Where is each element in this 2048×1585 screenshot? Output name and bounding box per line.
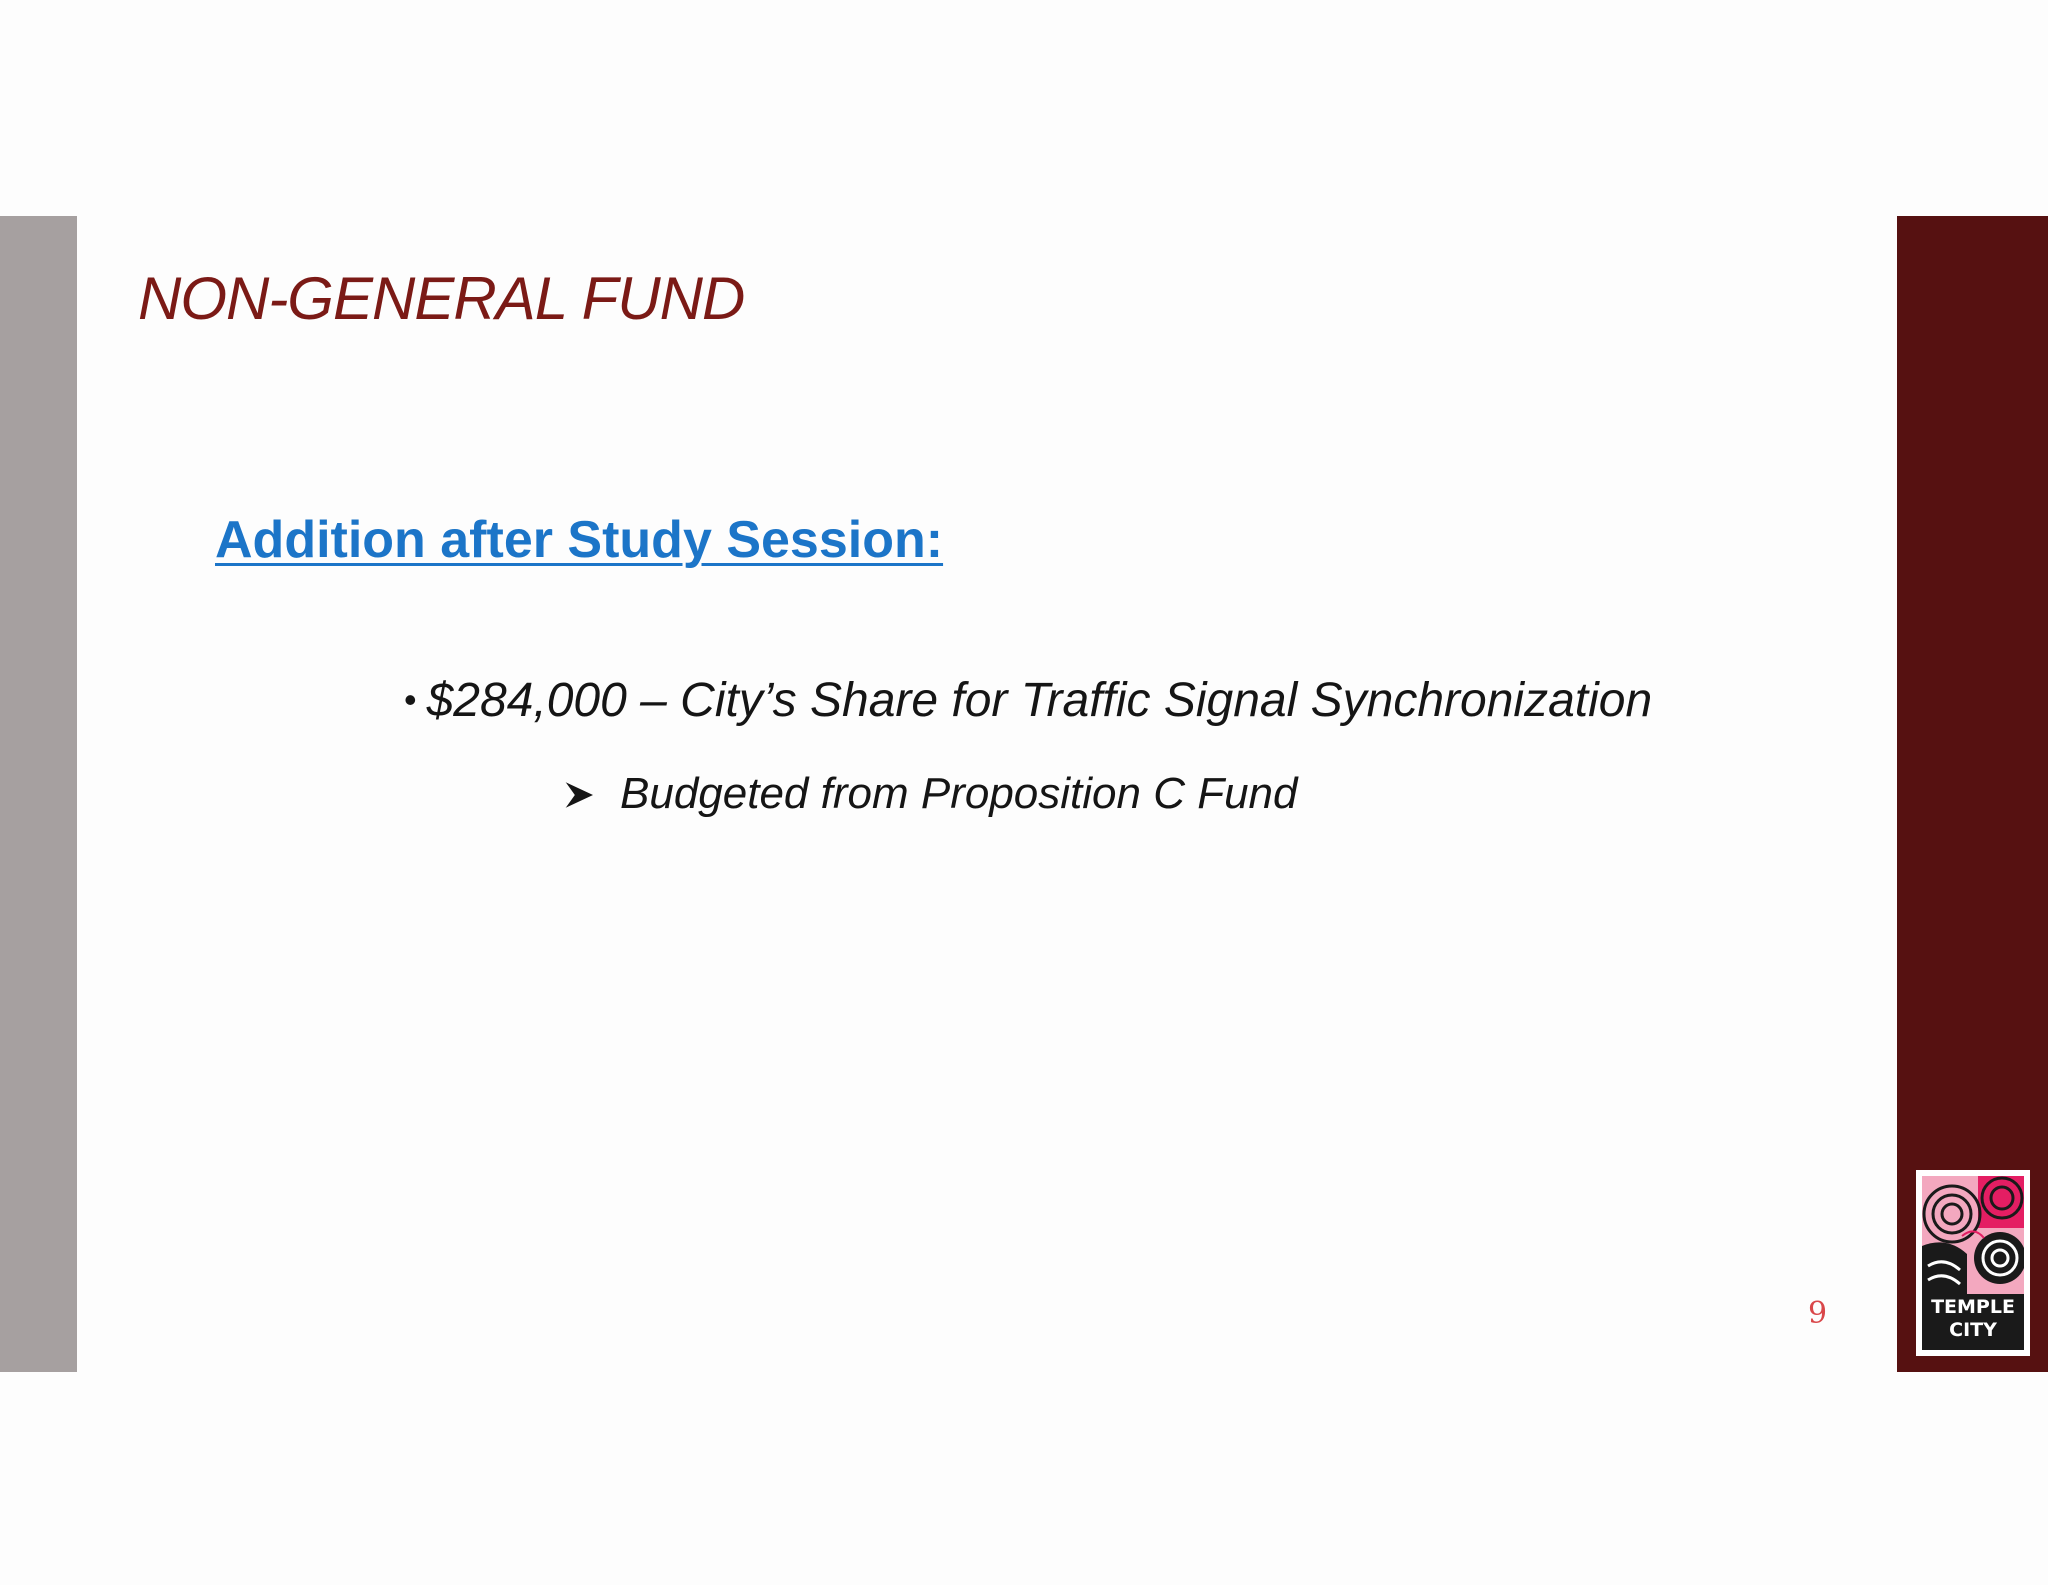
arrowhead-bullet-icon [562, 780, 594, 810]
sub-bullet-text: Budgeted from Proposition C Fund [620, 769, 1298, 818]
logo-badge [1922, 1176, 2024, 1350]
sub-bullet-item [562, 769, 1298, 819]
camellia-flowers-icon [1922, 1176, 2024, 1294]
slide-title: NON-GENERAL FUND [138, 265, 745, 332]
section-heading: Addition after Study Session: [215, 511, 944, 569]
logo-wordmark [1922, 1296, 2024, 1342]
left-accent-bar [0, 216, 77, 1372]
bullet-dot-icon: • [404, 679, 417, 720]
logo-line-1: TEMPLE [1931, 1296, 2015, 1318]
logo-line-2: CITY [1949, 1319, 1997, 1341]
bullet-text: $284,000 – City’s Share for Traffic Signal Synchronization [426, 674, 1653, 727]
bullet-item [404, 673, 1652, 728]
temple-city-logo [1916, 1170, 2030, 1356]
page-number: 9 [1808, 1296, 1828, 1331]
slide [0, 216, 2048, 1372]
